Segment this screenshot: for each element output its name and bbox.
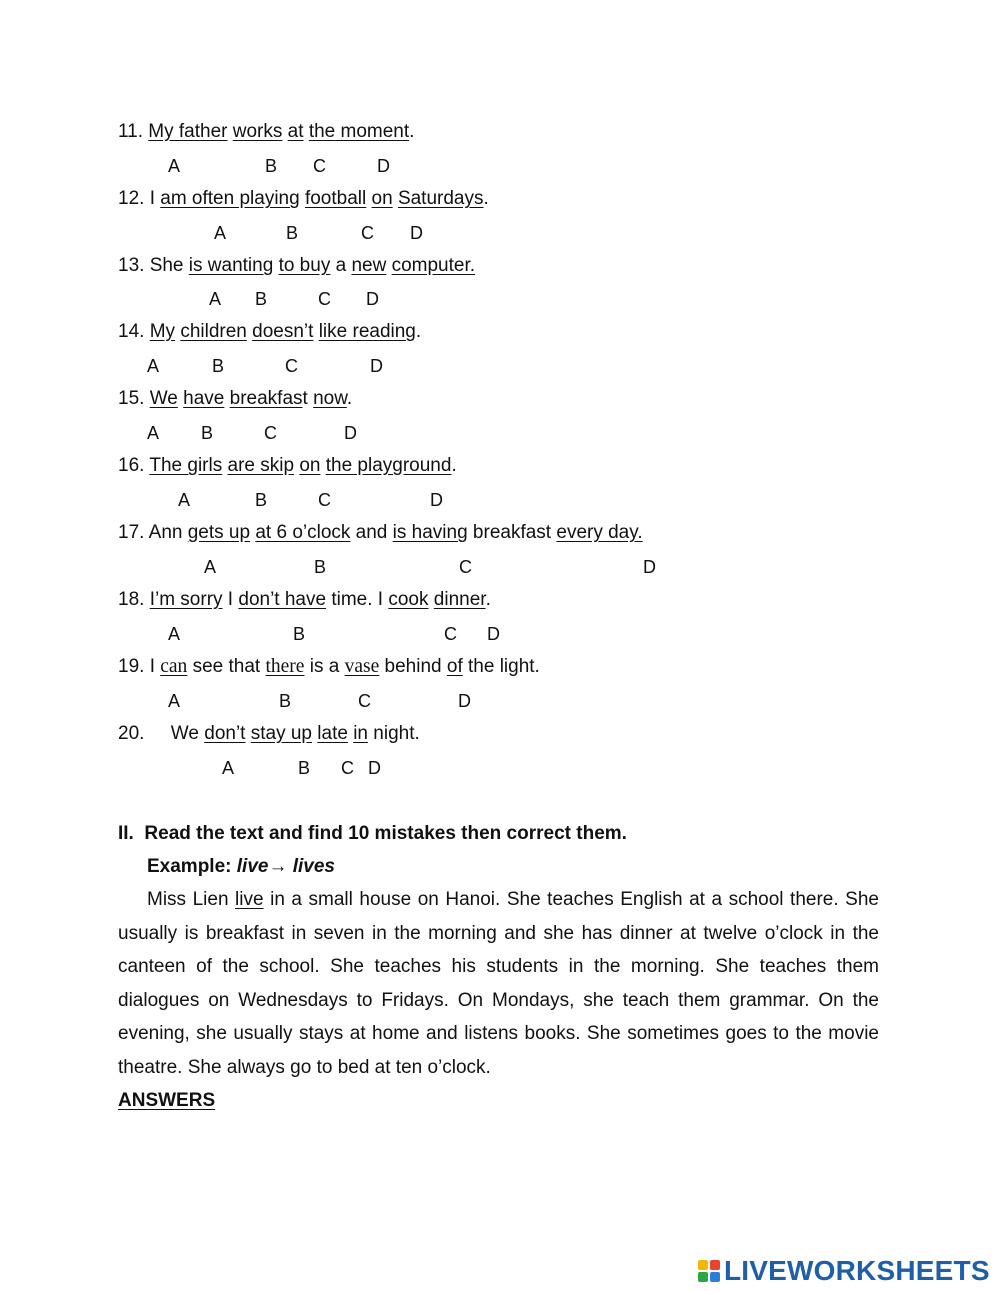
question-20: 20. We don’t stay up late in night. bbox=[118, 723, 420, 744]
label-a: A bbox=[168, 156, 181, 176]
label-a: A bbox=[147, 356, 160, 376]
label-a: A bbox=[209, 289, 222, 309]
label-d: D bbox=[458, 691, 471, 711]
label-b: B bbox=[212, 356, 225, 376]
label-a: A bbox=[204, 557, 217, 577]
label-d: D bbox=[344, 423, 357, 443]
label-b: B bbox=[255, 490, 268, 510]
option-c-text: at bbox=[287, 121, 304, 142]
label-c: C bbox=[358, 691, 371, 711]
label-d: D bbox=[487, 624, 500, 644]
option-d-text: now bbox=[313, 388, 347, 409]
option-a-text: My father bbox=[148, 121, 228, 142]
option-c-text: new bbox=[351, 255, 387, 276]
label-d: D bbox=[377, 156, 390, 176]
option-b-text: at 6 o’clock bbox=[255, 522, 351, 543]
option-c-text: doesn’t bbox=[252, 321, 314, 342]
label-d: D bbox=[368, 758, 381, 778]
question-17: 17. Ann gets up at 6 o’clock and is having breakfast every day. bbox=[118, 522, 643, 543]
section-2-heading: II. Read the text and find 10 mistakes then correct them. bbox=[118, 823, 627, 844]
label-a: A bbox=[222, 758, 235, 778]
option-c-text: vase bbox=[344, 656, 380, 677]
question-16: 16. The girls are skip on the playground. bbox=[118, 455, 457, 476]
label-b: B bbox=[265, 156, 278, 176]
liveworksheets-logo bbox=[698, 1254, 990, 1288]
passage: Miss Lien live in a small house on Hanoi. She teaches English at a school there. She usually is breakfast in seven in the morning and she has dinner at twelve o’clock in the canteen of the school. She teaches his students in the morning. She teaches them dialogues on Wednesdays to Fridays. On Mondays, she teach them grammar. On the evening, she usually stays at home and listens books. She sometimes goes to the movie theatre. She always go to bed at ten o’clock. bbox=[118, 889, 879, 1078]
label-c: C bbox=[285, 356, 298, 376]
label-d: D bbox=[366, 289, 379, 309]
option-b-text: have bbox=[183, 388, 225, 409]
logo-mark-icon bbox=[698, 1260, 720, 1282]
option-d-text: the playground bbox=[325, 455, 452, 476]
option-a-text: I’m sorry bbox=[149, 589, 223, 610]
option-a-text: My bbox=[149, 321, 176, 342]
label-d: D bbox=[643, 557, 656, 577]
option-b-text: works bbox=[232, 121, 283, 142]
option-c-text: late bbox=[317, 723, 348, 744]
label-a: A bbox=[147, 423, 160, 443]
label-c: C bbox=[444, 624, 457, 644]
option-a-text: The girls bbox=[149, 455, 223, 476]
label-c: C bbox=[341, 758, 354, 778]
label-c: C bbox=[459, 557, 472, 577]
option-b-text: to buy bbox=[278, 255, 331, 276]
question-18: 18. I’m sorry I don’t have time. I cook dinner. bbox=[118, 589, 491, 610]
option-d-text: in bbox=[353, 723, 368, 744]
option-b-text: don’t have bbox=[238, 589, 327, 610]
question-15: 15. We have breakfast now. bbox=[118, 388, 353, 409]
logo-text: LIVEWORKSHEETS bbox=[724, 1255, 990, 1286]
option-b-text: stay up bbox=[250, 723, 312, 744]
option-d-text: the moment bbox=[308, 121, 410, 142]
question-11: 11. My father works at the moment. bbox=[118, 121, 415, 142]
option-a-text: gets up bbox=[187, 522, 251, 543]
option-c-text: is having bbox=[392, 522, 468, 543]
option-a-text: is wanting bbox=[188, 255, 274, 276]
label-a: A bbox=[168, 691, 181, 711]
label-b: B bbox=[314, 557, 327, 577]
label-d: D bbox=[370, 356, 383, 376]
question-14: 14. My children doesn’t like reading. bbox=[118, 321, 422, 342]
example-line: Example: live→ lives bbox=[147, 856, 335, 877]
option-d-text: of bbox=[446, 656, 463, 677]
option-a-text: don’t bbox=[204, 723, 246, 744]
label-c: C bbox=[313, 156, 326, 176]
answers-label: ANSWERS bbox=[118, 1090, 216, 1111]
label-b: B bbox=[286, 223, 299, 243]
option-d-text: computer. bbox=[391, 255, 476, 276]
option-c-text: breakfas bbox=[229, 388, 303, 409]
option-b-text: there bbox=[265, 656, 305, 677]
label-b: B bbox=[201, 423, 214, 443]
option-d-text: every day. bbox=[556, 522, 643, 543]
option-a-text: We bbox=[149, 388, 178, 409]
question-13: 13. She is wanting to buy a new computer. bbox=[118, 255, 476, 276]
option-a-text: can bbox=[160, 656, 188, 677]
option-d-text: dinner bbox=[433, 589, 486, 610]
option-c-text: cook bbox=[388, 589, 429, 610]
label-a: A bbox=[178, 490, 191, 510]
underlined-word: live bbox=[235, 889, 264, 910]
option-c-text: on bbox=[299, 455, 321, 476]
option-d-text: like reading bbox=[318, 321, 416, 342]
label-b: B bbox=[255, 289, 268, 309]
label-b: B bbox=[293, 624, 306, 644]
option-d-text: Saturdays bbox=[397, 188, 484, 209]
label-b: B bbox=[279, 691, 292, 711]
label-d: D bbox=[410, 223, 423, 243]
label-d: D bbox=[430, 490, 443, 510]
label-c: C bbox=[361, 223, 374, 243]
question-12: 12. I am often playing football on Saturdays. bbox=[118, 188, 489, 209]
label-c: C bbox=[318, 490, 331, 510]
label-c: C bbox=[264, 423, 277, 443]
option-b-text: are skip bbox=[227, 455, 295, 476]
question-19: 19. I can see that there is a vase behind of the light. bbox=[118, 656, 540, 677]
label-b: B bbox=[298, 758, 311, 778]
label-c: C bbox=[318, 289, 331, 309]
option-a-text: am often playing bbox=[160, 188, 300, 209]
label-a: A bbox=[214, 223, 227, 243]
option-b-text: football bbox=[304, 188, 367, 209]
example-answer: live→ lives bbox=[236, 856, 335, 877]
option-b-text: children bbox=[180, 321, 247, 342]
label-a: A bbox=[168, 624, 181, 644]
option-c-text: on bbox=[371, 188, 393, 209]
